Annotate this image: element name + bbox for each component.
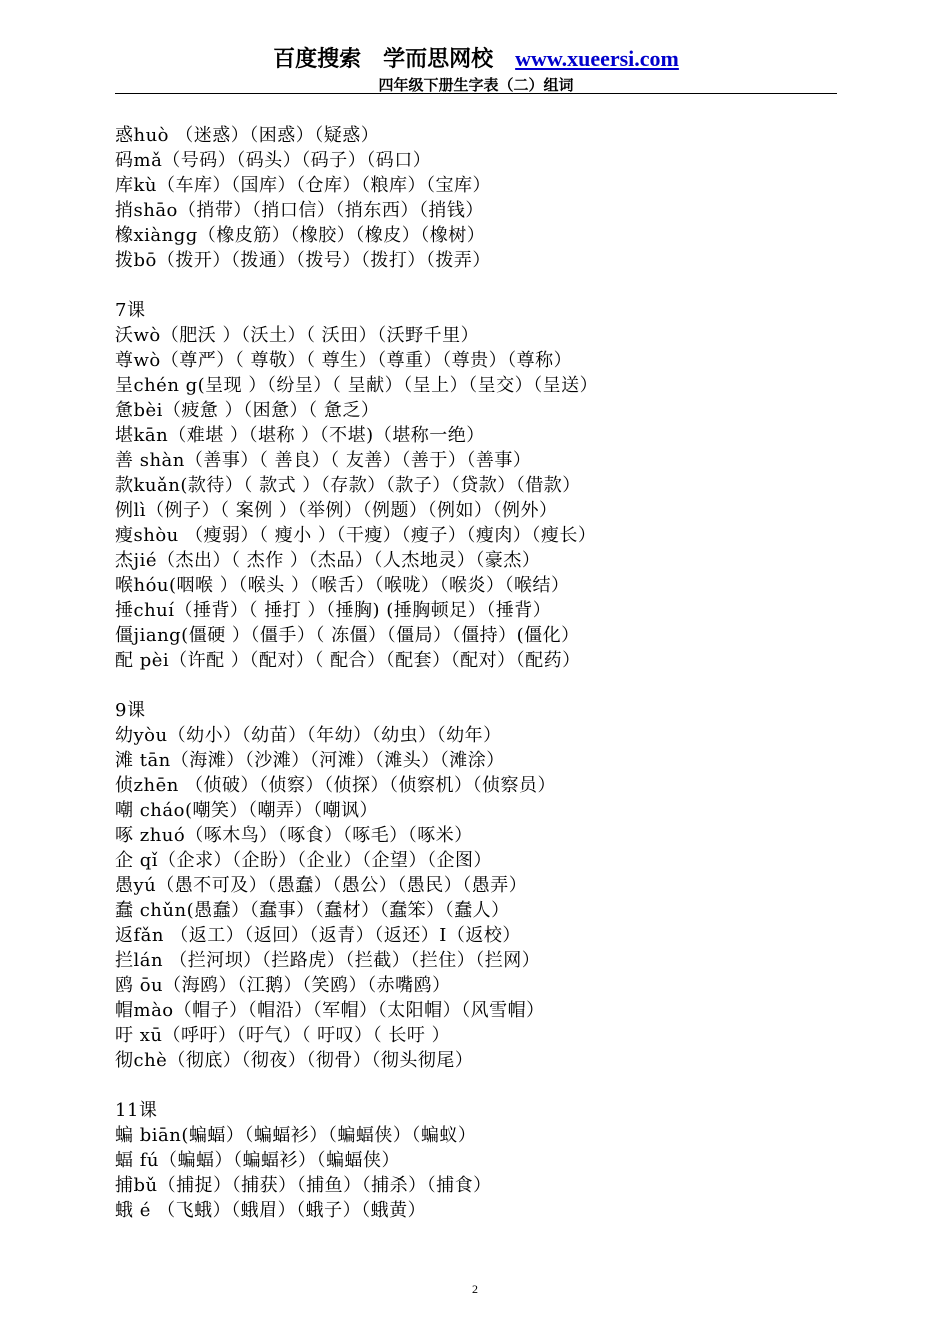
header-divider — [115, 93, 837, 94]
vocab-entry: 码mǎ（号码）（码头）（码子）（码口） — [115, 150, 432, 171]
vocab-entry: 捕bǔ（捕捉）（捕获）（捕鱼）（捕杀）（捕食） — [115, 1175, 492, 1196]
vocab-entry: 企 qǐ（企求）（企盼）（企业）（企望）（企图） — [115, 850, 492, 871]
vocab-entry: 拦lán （拦河坝）（拦路虎）（拦截）（拦住）（拦网） — [115, 950, 541, 971]
vocab-entry: 库kù（车库）（国库）（仓库）（粮库）（宝库） — [115, 175, 491, 196]
vocab-entry: 拨bō（拨开）（拨通）（拨号）（拨打）（拨弄） — [115, 250, 491, 271]
lesson-section — [115, 273, 875, 673]
vocab-entry: 呈chén g(呈现 ）（纷呈）（ 呈献）（呈上）（呈交）（呈送） — [115, 375, 599, 396]
vocab-entry: 啄 zhuó（啄木鸟）（啄食）（啄毛）（啄米） — [115, 825, 473, 846]
vocab-entry: 捶chuí（捶背）（ 捶打 ）（捶胸) (捶胸顿足）（捶背） — [115, 600, 552, 621]
vocab-entry: 配 pèi（许配 ）（配对）（ 配合）（配套）（配对）（配药） — [115, 650, 581, 671]
page-header — [115, 44, 837, 95]
vocab-entry: 僵jiang(僵硬 ）（僵手）（ 冻僵）（僵局）（僵持）(僵化） — [115, 625, 580, 646]
lesson-section — [115, 123, 875, 273]
vocab-entry: 帽mào（帽子）（帽沿）（军帽）（太阳帽）（风雪帽） — [115, 1000, 545, 1021]
header-site-name: 百度搜索 — [273, 47, 362, 72]
header-url-link[interactable]: www.xueersi.com — [515, 46, 679, 71]
vocabulary-list — [115, 123, 875, 1223]
header-school-name: 学而思网校 — [383, 47, 494, 72]
section-spacer — [115, 1073, 875, 1098]
lesson-section — [115, 673, 875, 1073]
lesson-title: 9课 — [115, 700, 146, 721]
vocab-entry: 善 shàn（善事）（ 善良）（ 友善）（善于）（善事） — [115, 450, 532, 471]
vocab-entry: 喉hóu(咽喉 ）（喉头 ）（喉舌）（喉咙）（喉炎）（喉结） — [115, 575, 570, 596]
page-number: 2 — [472, 1282, 478, 1296]
header-title-row — [115, 44, 837, 75]
vocab-entry: 沃wò（肥沃 ）（沃土）（ 沃田）（沃野千里） — [115, 325, 480, 346]
vocab-entry: 鸥 ōu（海鸥）（江鹅）（笑鸥）（赤嘴鸥） — [115, 975, 451, 996]
vocab-entry: 吁 xū（呼吁）（吁气）（ 吁叹）（ 长吁 ） — [115, 1025, 451, 1046]
vocab-entry: 滩 tān（海滩）（沙滩）（河滩）（滩头）（滩涂） — [115, 750, 505, 771]
vocab-entry: 尊wò（尊严）（ 尊敬）（ 尊生）（尊重）（尊贵）（尊称） — [115, 350, 573, 371]
vocab-entry: 橡xiàngɡ（橡皮筋）（橡胶）（橡皮）（橡树） — [115, 225, 486, 246]
vocab-entry: 蠢 chǔn(愚蠢）（蠢事）（蠢材）（蠢笨）（蠢人） — [115, 900, 510, 921]
vocab-entry: 堪kān（难堪 ）（堪称 ）（不堪)（堪称一绝） — [115, 425, 485, 446]
vocab-entry: 彻chè（彻底）（彻夜）（彻骨）（彻头彻尾） — [115, 1050, 474, 1071]
vocab-entry: 款kuǎn(款待）（ 款式 ）（存款）（款子）（贷款）（借款） — [115, 475, 581, 496]
vocab-entry: 幼yòu（幼小）（幼苗）（年幼）（幼虫）（幼年） — [115, 725, 502, 746]
vocab-entry: 瘦shòu （瘦弱）（ 瘦小 ）（干瘦）（瘦子）（瘦肉）（瘦长） — [115, 525, 597, 546]
vocab-entry: 蛾 é （飞蛾）（蛾眉）（蛾子）（蛾黄） — [115, 1200, 427, 1221]
section-spacer — [115, 673, 875, 698]
vocab-entry: 侦zhēn （侦破）（侦察）（侦探）（侦察机）（侦察员） — [115, 775, 557, 796]
section-spacer — [115, 273, 875, 298]
vocab-entry: 蝙 biān(蝙蝠）（蝙蝠衫）（蝙蝠侠）（蝙蚁） — [115, 1125, 477, 1146]
vocab-entry: 蝠 fú（蝙蝠）（蝙蝠衫）（蝙蝠侠） — [115, 1150, 400, 1171]
lesson-title: 7课 — [115, 300, 146, 321]
vocab-entry: 愚yú（愚不可及）（愚蠢）（愚公）（愚民）（愚弄） — [115, 875, 528, 896]
header-subtitle: 四年级下册生字表（二）组词 — [378, 76, 574, 94]
vocab-entry: 例lì（例子）（ 案例 ）（举例）（例题）（例如）（例外） — [115, 500, 558, 521]
vocab-entry: 返fǎn （返工）（返回）（返青）（返还）I（返校） — [115, 925, 521, 946]
vocab-entry: 惑huò （迷惑）（困惑）（疑惑） — [115, 125, 380, 146]
lesson-title: 11课 — [115, 1100, 158, 1121]
vocab-entry: 惫bèi（疲惫 ）（困惫）（ 惫乏） — [115, 400, 380, 421]
vocab-entry: 嘲 cháo(嘲笑）（嘲弄）（嘲讽） — [115, 800, 378, 821]
vocab-entry: 捎shāo（捎带）（捎口信）（捎东西）（捎钱） — [115, 200, 484, 221]
vocab-entry: 杰jié（杰出）（ 杰作 ）（杰品）（人杰地灵）（豪杰） — [115, 550, 541, 571]
lesson-section — [115, 1073, 875, 1223]
